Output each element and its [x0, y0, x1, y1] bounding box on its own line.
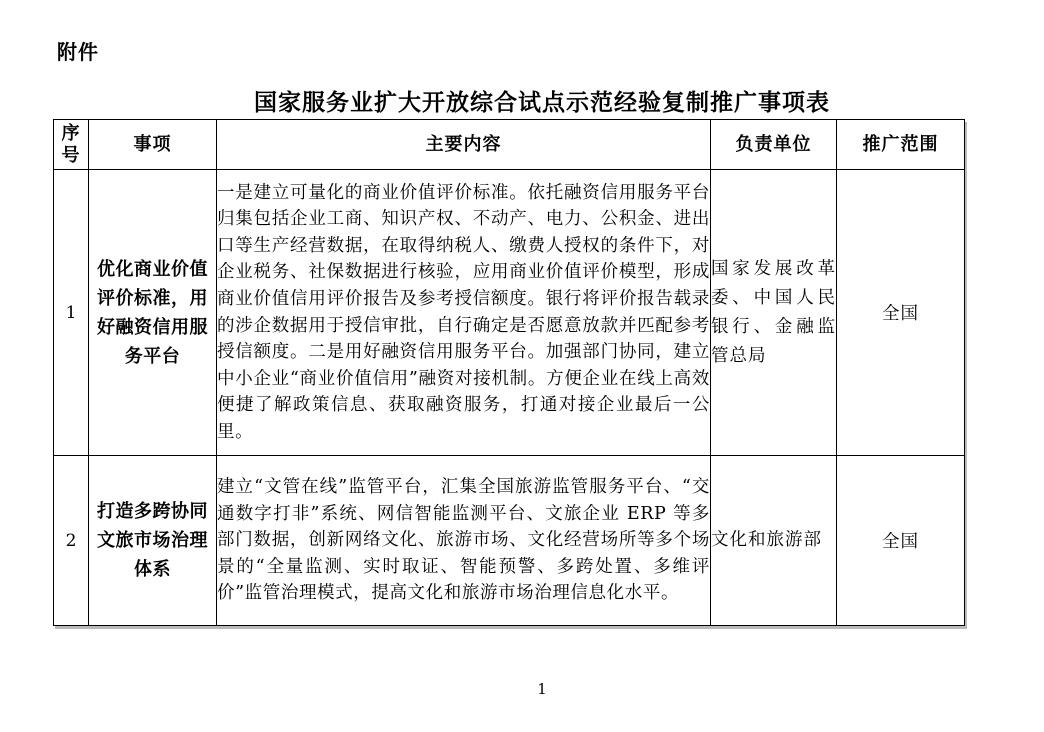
column-header-scope: 推广范围 — [837, 120, 965, 170]
row2-unit: 文化和旅游部 — [711, 456, 837, 626]
attachment-label: 附件 — [57, 40, 99, 64]
table-row — [54, 456, 965, 626]
row2-content: 建立“文管在线”监管平台，汇集全国旅游监管服务平台、“交通数字打非”系统、网信智能监测平台、文旅企业 ERP 等多部门数据，创新网络文化、旅游市场、文化经营场所等多个场景的“全量监测、实时取证、智能预警、多跨处置、多维评价”监管治理模式，提高文化和旅游市场治理信息化水平。 — [217, 456, 711, 626]
row2-item: 打造多跨协同文旅市场治理体系 — [89, 456, 217, 626]
row1-content: 一是建立可量化的商业价值评价标准。依托融资信用服务平台归集包括企业工商、知识产权、不动产、电力、公积金、进出口等生产经营数据，在取得纳税人、缴费人授权的条件下，对企业税务、社保数据进行核验，应用商业价值评价模型，形成商业价值信用评价报告及参考授信额度。银行将评价报告载录的涉企数据用于授信审批，自行确定是否愿意放款并匹配参考授信额度。二是用好融资信用服务平台。加强部门协同，建立中小企业“商业价值信用”融资对接机制。方便企业在线上高效便捷了解政策信息、获取融资服务，打通对接企业最后一公里。 — [217, 170, 711, 456]
row2-index: 2 — [54, 456, 89, 626]
table-header-row — [54, 120, 965, 170]
column-header-item: 事项 — [89, 120, 217, 170]
row2-scope: 全国 — [837, 456, 965, 626]
document-title: 国家服务业扩大开放综合试点示范经验复制推广事项表 — [254, 89, 830, 116]
column-header-index: 序号 — [54, 120, 89, 170]
row1-item: 优化商业价值评价标准，用好融资信用服务平台 — [89, 170, 217, 456]
promotion-items-table — [53, 119, 965, 626]
row1-index: 1 — [54, 170, 89, 456]
row1-scope: 全国 — [837, 170, 965, 456]
table-row — [54, 170, 965, 456]
row1-unit: 国家发展改革委、中国人民银行、金融监管总局 — [711, 170, 837, 456]
column-header-unit: 负责单位 — [711, 120, 837, 170]
page-number: 1 — [537, 680, 547, 698]
column-header-content: 主要内容 — [217, 120, 711, 170]
